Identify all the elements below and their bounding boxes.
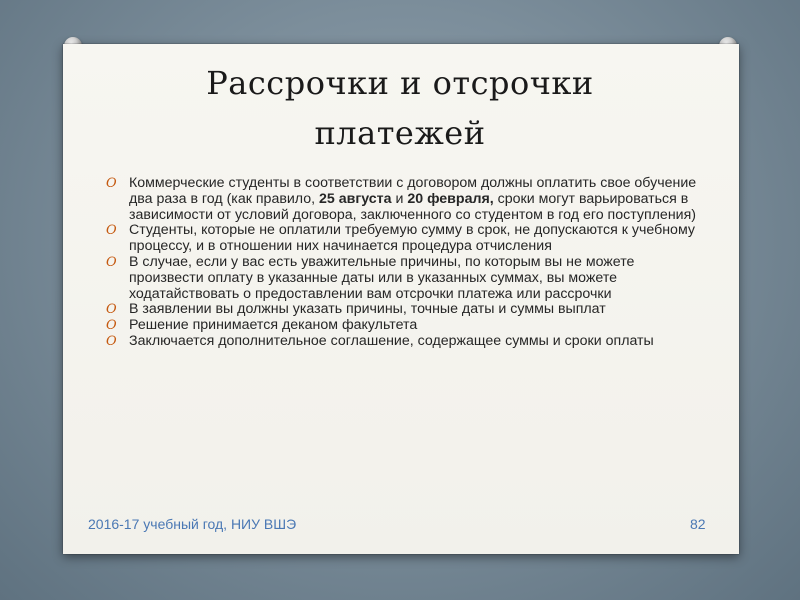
bullet-marker-icon: O <box>106 223 117 239</box>
slide-title-line-2: платежей <box>314 114 486 152</box>
bullet-marker-icon: O <box>106 333 117 349</box>
bullet-item-4 <box>106 302 706 318</box>
bullet-3-text: В случае, если у вас есть уважительные причины, по которым вы не можете произвести оплату в указанные даты или в указанных суммах, вы можете ходатайствовать о предоставлении вам отсрочки платежа или рассрочки <box>129 253 635 302</box>
bullet-6-text: Заключается дополнительное соглашение, содержащее суммы и сроки оплаты <box>129 332 654 349</box>
bullet-1-text-middle: и <box>391 190 408 207</box>
bullet-marker-icon: O <box>106 176 117 191</box>
bullet-item-2 <box>106 223 706 255</box>
bullet-5-text: Решение принимается деканом факультета <box>129 317 418 334</box>
bullet-1-date-august: 25 августа <box>319 190 392 207</box>
bullet-item-1 <box>106 176 706 223</box>
bullet-item-5 <box>106 318 706 334</box>
bullet-item-3 <box>106 255 706 302</box>
footer-academic-year: 2016-17 учебный год, НИУ ВШЭ <box>88 516 297 532</box>
bullet-marker-icon: O <box>106 318 117 334</box>
slide-title-line-1: Рассрочки и отсрочки <box>206 64 594 102</box>
bullet-4-text: В заявлении вы должны указать причины, точные даты и суммы выплат <box>129 301 606 318</box>
slide-title <box>80 58 720 158</box>
footer-page-number: 82 <box>690 516 706 532</box>
bullet-marker-icon: O <box>106 302 117 318</box>
bullet-1-text-end: сроки могут варьироваться в зависимости от условий договора, заключенного со студентом в год его поступления) <box>129 190 696 223</box>
bullet-1-text-start: Коммерческие студенты в соответствии с договором должны оплатить свое обучение два раза в год (как правило, <box>129 175 697 207</box>
bullet-1-date-february: 20 февраля, <box>407 190 494 207</box>
bullet-item-6 <box>106 334 706 350</box>
bullet-list <box>106 176 706 350</box>
bullet-marker-icon: O <box>106 254 117 270</box>
bullet-2-text: Студенты, которые не оплатили требуемую сумму в срок, не допускаются к учебному процессу, и в отношении них начинается процедура отчисления <box>129 222 695 255</box>
